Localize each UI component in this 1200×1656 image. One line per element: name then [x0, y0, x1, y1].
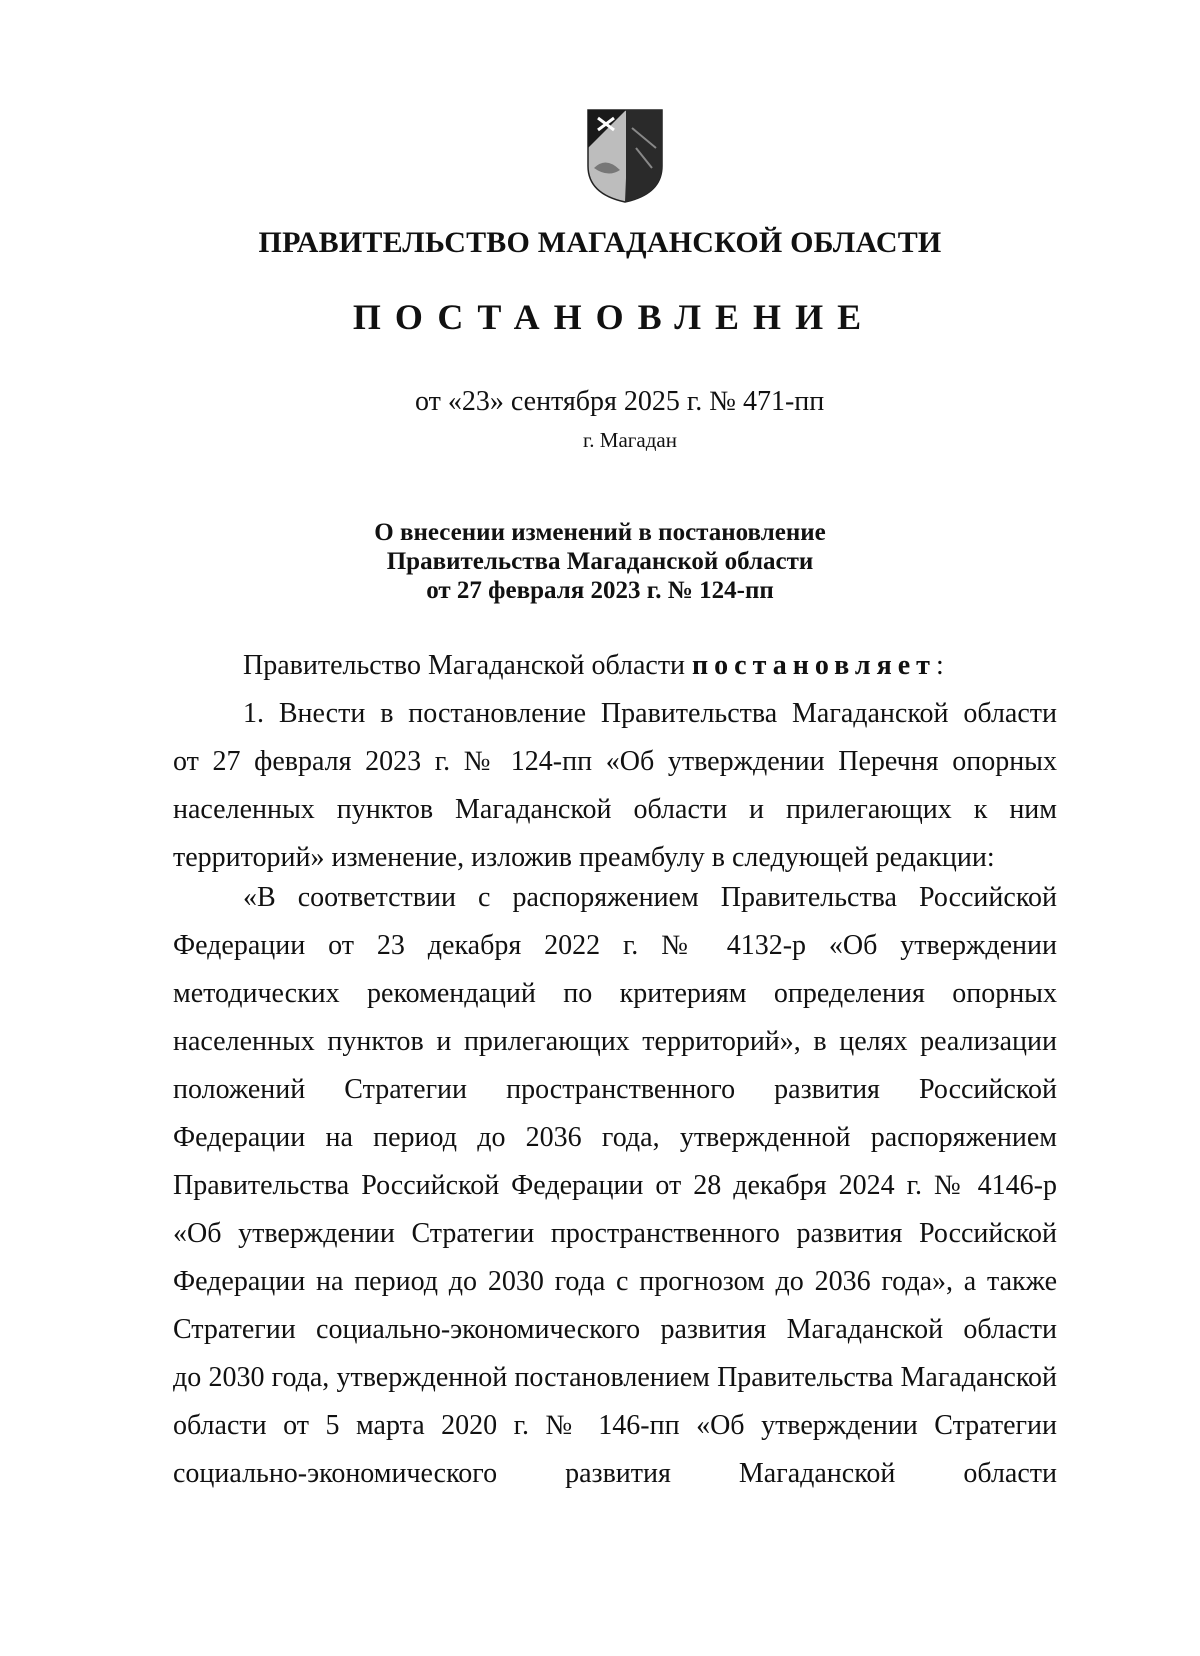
date-number-line: от «23» сентября 2025 г. № 471-пп: [415, 386, 825, 417]
paragraph-line: 1. Внести в постановление Правительства Магаданской области: [243, 698, 1057, 729]
paragraph-line: области от 5 марта 2020 г. № 146-пп «Об утверждении Стратегии: [173, 1410, 1057, 1441]
paragraph-line: Стратегии социально-экономического развития Магаданской области: [173, 1314, 1057, 1345]
paragraph-line: Федерации на период до 2030 года с прогнозом до 2036 года», а также: [173, 1266, 1057, 1297]
preamble-quote-paragraph: [173, 874, 1057, 1498]
item-1-paragraph: [173, 690, 1057, 882]
paragraph-line: населенных пунктов Магаданской области и прилегающих к ним: [173, 794, 1057, 825]
paragraph-line: положений Стратегии пространственного развития Российской: [173, 1074, 1057, 1105]
paragraph-line: населенных пунктов и прилегающих территорий», в целях реализации: [173, 1026, 1057, 1057]
paragraph-line: «Об утверждении Стратегии пространственного развития Российской: [173, 1218, 1057, 1249]
document-subject: [0, 518, 1200, 605]
subject-line: Правительства Магаданской области: [386, 548, 814, 575]
paragraph-line: методических рекомендаций по критериям определения опорных: [173, 978, 1057, 1009]
intro-verb: постановляет: [692, 650, 936, 681]
coat-of-arms-emblem: [586, 108, 664, 204]
paragraph-line: Федерации от 23 декабря 2022 г. № 4132-р «Об утверждении: [173, 930, 1057, 961]
intro-paragraph: [173, 642, 1057, 690]
document-type-heading: ПОСТАНОВЛЕНИЕ: [352, 297, 876, 337]
paragraph-line: территорий» изменение, изложив преамбулу в следующей редакции:: [173, 842, 995, 873]
intro-prefix: Правительство Магаданской области: [243, 650, 693, 681]
organization-heading: ПРАВИТЕЛЬСТВО МАГАДАНСКОЙ ОБЛАСТИ: [258, 226, 942, 259]
paragraph-line: до 2030 года, утвержденной постановлением Правительства Магаданской: [173, 1362, 1057, 1393]
paragraph-line: Правительства Российской Федерации от 28 декабря 2024 г. № 4146-р: [173, 1170, 1057, 1201]
paragraph-line: социально-экономического развития Магаданской области: [173, 1458, 1057, 1489]
city-line: г. Магадан: [583, 428, 677, 452]
paragraph-line: «В соответствии с распоряжением Правительства Российской: [243, 882, 1057, 913]
intro-line: [173, 642, 1057, 690]
subject-line: от 27 февраля 2023 г. № 124-пп: [426, 577, 774, 604]
paragraph-line: Федерации на период до 2036 года, утвержденной распоряжением: [173, 1122, 1057, 1153]
intro-suffix: :: [935, 650, 944, 681]
paragraph-line: от 27 февраля 2023 г. № 124-пп «Об утверждении Перечня опорных: [173, 746, 1057, 777]
subject-line: О внесении изменений в постановление: [374, 519, 826, 546]
